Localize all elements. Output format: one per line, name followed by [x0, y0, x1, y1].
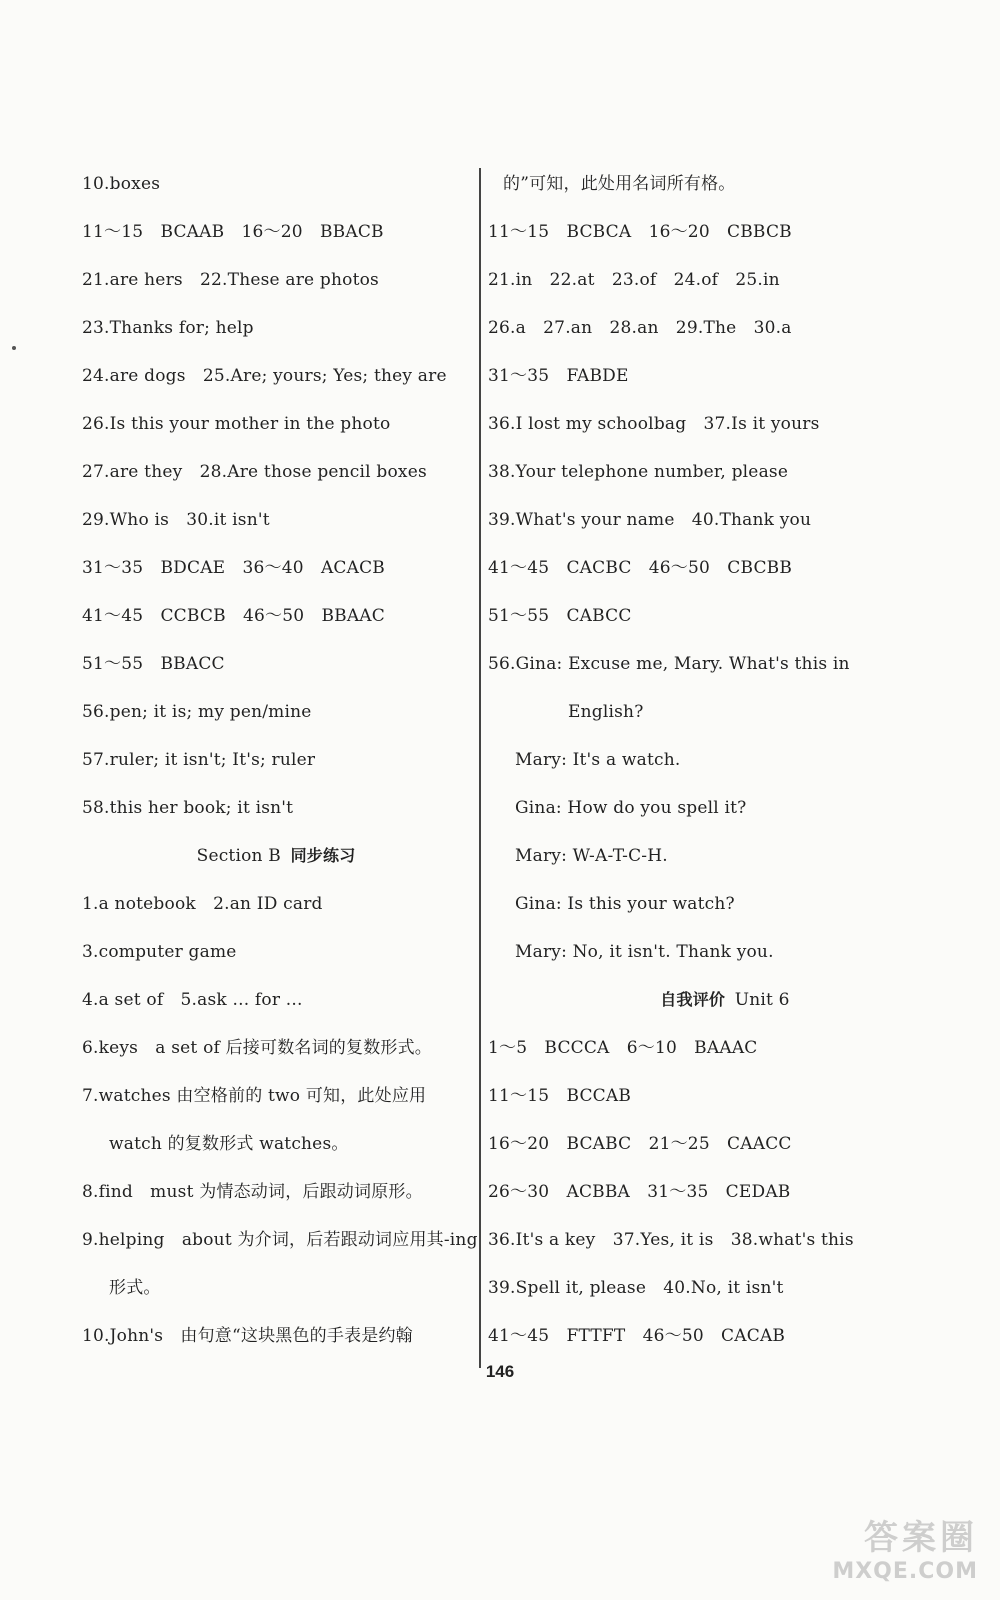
answer-line: 1.a notebook 2.an ID card	[82, 894, 323, 914]
self-eval-heading	[488, 986, 958, 1034]
page-number: 146	[485, 1362, 515, 1381]
answer-line: 26.Is this your mother in the photo	[82, 414, 391, 434]
answer-line: 56.pen; it is; my pen/mine	[82, 702, 312, 722]
answer-line: 58.this her book; it isn't	[82, 798, 294, 818]
dialogue-line: Gina: Is this your watch?	[515, 894, 735, 914]
answer-line-continued: English?	[568, 702, 644, 722]
dialogue-line: Mary: W-A-T-C-H.	[515, 846, 668, 866]
dialogue-line: Mary: It's a watch.	[515, 750, 681, 770]
answer-line: 11～15 BCCAB	[488, 1086, 632, 1106]
answer-line: 39.What's your name 40.Thank you	[488, 510, 812, 530]
column-divider	[479, 168, 481, 1368]
answer-line: 8.find must 为情态动词，后跟动词原形。	[82, 1182, 423, 1202]
answer-line: 29.Who is 30.it isn't	[82, 510, 270, 530]
section-b-prefix: Section B	[196, 846, 281, 866]
answer-line: 3.computer game	[82, 942, 237, 962]
answer-line: 27.are they 28.Are those pencil boxes	[82, 462, 427, 482]
section-b-heading	[82, 842, 474, 890]
answer-line-continued: 的”可知，此处用名词所有格。	[503, 174, 736, 194]
self-eval-unit: Unit 6	[734, 990, 790, 1010]
stray-dot	[12, 346, 16, 350]
answer-line: 38.Your telephone number, please	[488, 462, 789, 482]
watermark-en: MXQE.COM	[832, 1559, 978, 1584]
right-column	[488, 170, 958, 1370]
answer-line-continued: 形式。	[109, 1278, 161, 1298]
answer-line: 51～55 CABCC	[488, 606, 632, 626]
answer-line: 10.boxes	[82, 174, 161, 194]
answer-line: 31～35 FABDE	[488, 366, 629, 386]
answer-line: 21.in 22.at 23.of 24.of 25.in	[488, 270, 780, 290]
answer-line: 36.It's a key 37.Yes, it is 38.what's this	[488, 1230, 854, 1250]
answer-line: 36.I lost my schoolbag 37.Is it yours	[488, 414, 820, 434]
answer-line: 1～5 BCCCA 6～10 BAAAC	[488, 1038, 758, 1058]
watermark-cn: 答案圈	[864, 1518, 978, 1558]
answer-line: 11～15 BCAAB 16～20 BBACB	[82, 222, 384, 242]
answer-line: 7.watches 由空格前的 two 可知，此处应用	[82, 1086, 427, 1106]
answer-line: 24.are dogs 25.Are; yours; Yes; they are	[82, 366, 447, 386]
answer-line: 23.Thanks for; help	[82, 318, 254, 338]
left-column	[82, 170, 478, 1370]
answer-line: 41～45 CACBC 46～50 CBCBB	[488, 558, 793, 578]
answer-line: 16～20 BCABC 21～25 CAACC	[488, 1134, 792, 1154]
self-eval-title: 自我评价	[660, 990, 726, 1009]
answer-line-continued: watch 的复数形式 watches。	[109, 1134, 349, 1154]
answer-line: 41～45 FTTFT 46～50 CACAB	[488, 1326, 786, 1346]
answer-line: 9.helping about 为介词，后若跟动词应用其-ing	[82, 1230, 478, 1250]
dialogue-line: Mary: No, it isn't. Thank you.	[515, 942, 774, 962]
answer-line: 4.a set of 5.ask ... for ...	[82, 990, 303, 1010]
answer-line: 41～45 CCBCB 46～50 BBAAC	[82, 606, 385, 626]
answer-line: 26～30 ACBBA 31～35 CEDAB	[488, 1182, 791, 1202]
answer-line: 26.a 27.an 28.an 29.The 30.a	[488, 318, 792, 338]
answer-line: 51～55 BBACC	[82, 654, 225, 674]
answer-line: 39.Spell it, please 40.No, it isn't	[488, 1278, 784, 1298]
answer-line: 57.ruler; it isn't; It's; ruler	[82, 750, 316, 770]
answer-line: 31～35 BDCAE 36～40 ACACB	[82, 558, 386, 578]
section-b-title: 同步练习	[290, 846, 356, 865]
watermark-logo	[778, 1510, 978, 1584]
answer-line: 6.keys a set of 后接可数名词的复数形式。	[82, 1038, 432, 1058]
dialogue-line: Gina: How do you spell it?	[515, 798, 747, 818]
answer-line: 21.are hers 22.These are photos	[82, 270, 379, 290]
answer-line: 11～15 BCBCA 16～20 CBBCB	[488, 222, 792, 242]
answer-line: 56.Gina: Excuse me, Mary. What's this in	[488, 654, 850, 674]
answer-line: 10.John's 由句意“这块黑色的手表是约翰	[82, 1326, 413, 1346]
